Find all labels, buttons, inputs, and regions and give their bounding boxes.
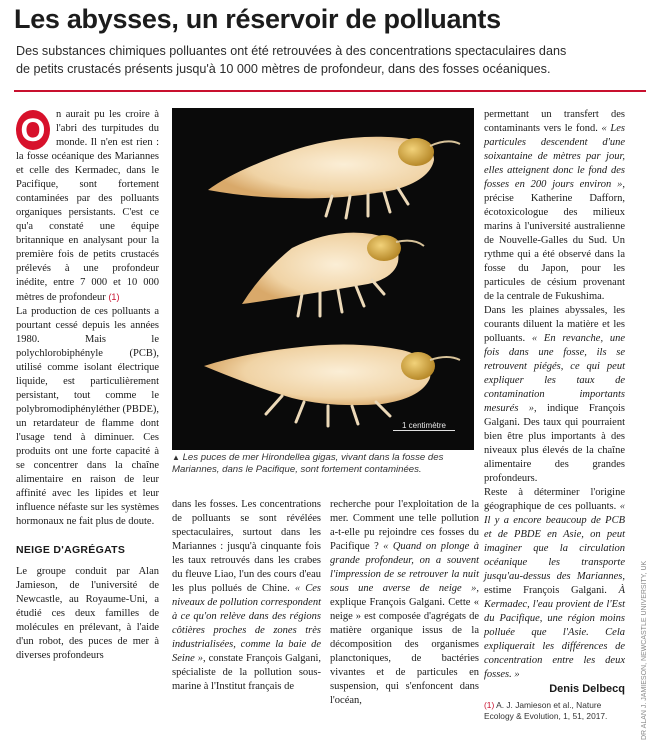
column-4: [484, 108, 625, 722]
scale-label: 1 centimètre: [401, 421, 447, 430]
header-rule: [14, 90, 646, 92]
photo-caption: [172, 452, 474, 476]
col4-quote-1: « Les particules descendent d'une soixantaine de mètres par jour, elles atteignent donc le fond des fosses en 200 jours environ »: [484, 123, 625, 190]
amphipod-top: [208, 137, 460, 218]
col3-quote: « Quand on plonge à grande profondeur, on a souvent l'impression de se retrouver la nuit sous une averse de neige »: [330, 541, 479, 594]
author-signature: Denis Delbecq: [549, 683, 625, 695]
col3-text-b: , explique François Galgani. Cette « neige » est composée d'agrégats de matière organique issus de la décomposition des organismes planctoniques, de bactéries vivantes et de particules en suspension, qui s'enfoncent dans l'océan,: [330, 583, 479, 706]
paragraph-2: La production de ces polluants a pourtant cessé depuis les années 1980. Mais le polychlorobiphényle (PCB), utilisé comme isolant électrique liquide, est particulièrement persistant, tout comme le polybromodiphényléther (PBDE), un retardateur de flamme dont l'usage tend à diminuer. Ces produits ont une forte capacité à se concentrer dans la chaîne alimentaire en raison de leur affinité avec les lipides et leur influence néfaste sur les systèmes hormonaux ne fait plus de doute.: [16, 306, 159, 527]
section-subhead: NEIGE D'AGRÉGATS: [16, 544, 126, 556]
reference-marker: (1): [108, 292, 120, 302]
paragraph-1: n aurait pu les croire à l'abri des turpitudes du monde. Il n'en est rien : la fosse océanique des Mariannes et celle des Kermadec, dans le Pacifique, sont fortement contaminées par des polluants organiques persistants. C'est ce qu'a constaté une équipe britannique en analysant pour la première fois de petits crustacés prélevés à une profondeur inédite, entre 7 000 et 10 000 mètres de profondeur: [16, 109, 159, 303]
col4-text-d: , indique François Galgani. Des taux qui pourraient bien être plus importants à des niveaux plus élevés de la chaîne alimentaire des grandes profondeurs.: [484, 403, 625, 484]
lead-paragraph: [16, 108, 159, 305]
col4-text-f: , estime François Galgani.: [484, 571, 625, 596]
col2-text-b: , constate François Galgani, spécialiste de la pollution sous-marine à l'Institut français de: [172, 653, 321, 692]
column-3: [330, 498, 479, 708]
col3-text-a: recherche pour l'exploitation de la mer. Comment une telle pollution a-t-elle pu rejoindre ces fosses du Pacifique ?: [330, 499, 479, 552]
col2-text-a: dans les fosses. Les concentrations de polluants se sont révélées spectaculaires, surtout dans les Mariannes : jusqu'à cinquante fois les taux retrouvés dans les crabes du fleuve Liao, l'un des cours d'eau les plus pollués de Chine.: [172, 499, 321, 594]
article-dek: Des substances chimiques polluantes ont été retrouvées à des concentrations spectaculaires dans de petits crustacés présents jusqu'à 10 000 mètres de profondeur, dans des fosses océaniques.: [16, 44, 567, 76]
col4-quote-4: À Kermadec, l'eau provient de l'Est du Pacifique, une région moins polluée que l'Asie. Cela expliquerait les différences de concentration entre les deux fosses. »: [484, 585, 625, 680]
footnote: [484, 700, 625, 722]
article-title: Les abysses, un réservoir de polluants: [14, 4, 501, 34]
scale-bar: [393, 430, 455, 431]
col4-text-a: permettant un transfert des contaminants vers le fond.: [484, 109, 625, 134]
drop-cap: O: [16, 110, 50, 150]
amphipod-illustration: [172, 108, 474, 450]
column-1: [16, 108, 159, 663]
col4-quote-2: « En revanche, une fois dans une fosse, ils se retrouvent piégés, ce qui peut expliquer les taux de contamination importants mesurés »: [484, 333, 626, 414]
photo-credit: DR ALAN J. JAMIESON, NEWCASTLE UNIVERSITY, UK: [641, 560, 648, 740]
column-2: [172, 498, 321, 694]
footnote-number: (1): [484, 700, 495, 710]
col4-text-e: Reste à déterminer l'origine géographique de ces polluants.: [484, 487, 625, 512]
col2-quote: « Ces niveaux de pollution correspondent à ce qu'on relève dans des régions côtières proches de zones très industrialisées, comme la baie de Seine »: [172, 583, 322, 664]
amphipod-photo: [172, 108, 474, 450]
caption-text: Les puces de mer Hirondellea gigas, vivant dans la fosse des Mariannes, dans le Pacifique, sont fortement contaminées.: [172, 452, 444, 475]
col4-quote-3: « Il y a encore beaucoup de PCB et de PBDE en Asie, on peut imaginer que la circulation océanique les transporte jusqu'au-dessus des Mariannes: [484, 501, 625, 582]
col4-text-b: , précise Katherine Dafforn, écotoxicologue des milieux marins à l'université australienne de Nouvelle-Galles du Sud. Un rythme qui a été observé dans la fosse du Japon, pour les particules de césium provenant de la centrale de Fukushima.: [484, 179, 625, 302]
amphipod-bottom: [204, 344, 460, 426]
caption-marker-icon: ▲: [172, 453, 180, 462]
amphipod-middle: [242, 233, 424, 316]
footnote-text: A. J. Jamieson et al., Nature Ecology & Evolution, 1, 51, 2017.: [484, 700, 608, 721]
col4-text-c: Dans les plaines abyssales, les courants diluent la matière et les polluants.: [484, 305, 625, 344]
paragraph-3: Le groupe conduit par Alan Jamieson, de l'université de Newcastle, au Royaume-Uni, a étudié ces deux familles de molécules en prélevant, à l'aide d'un robot, des puces de mer à diverses profondeurs: [16, 566, 159, 661]
